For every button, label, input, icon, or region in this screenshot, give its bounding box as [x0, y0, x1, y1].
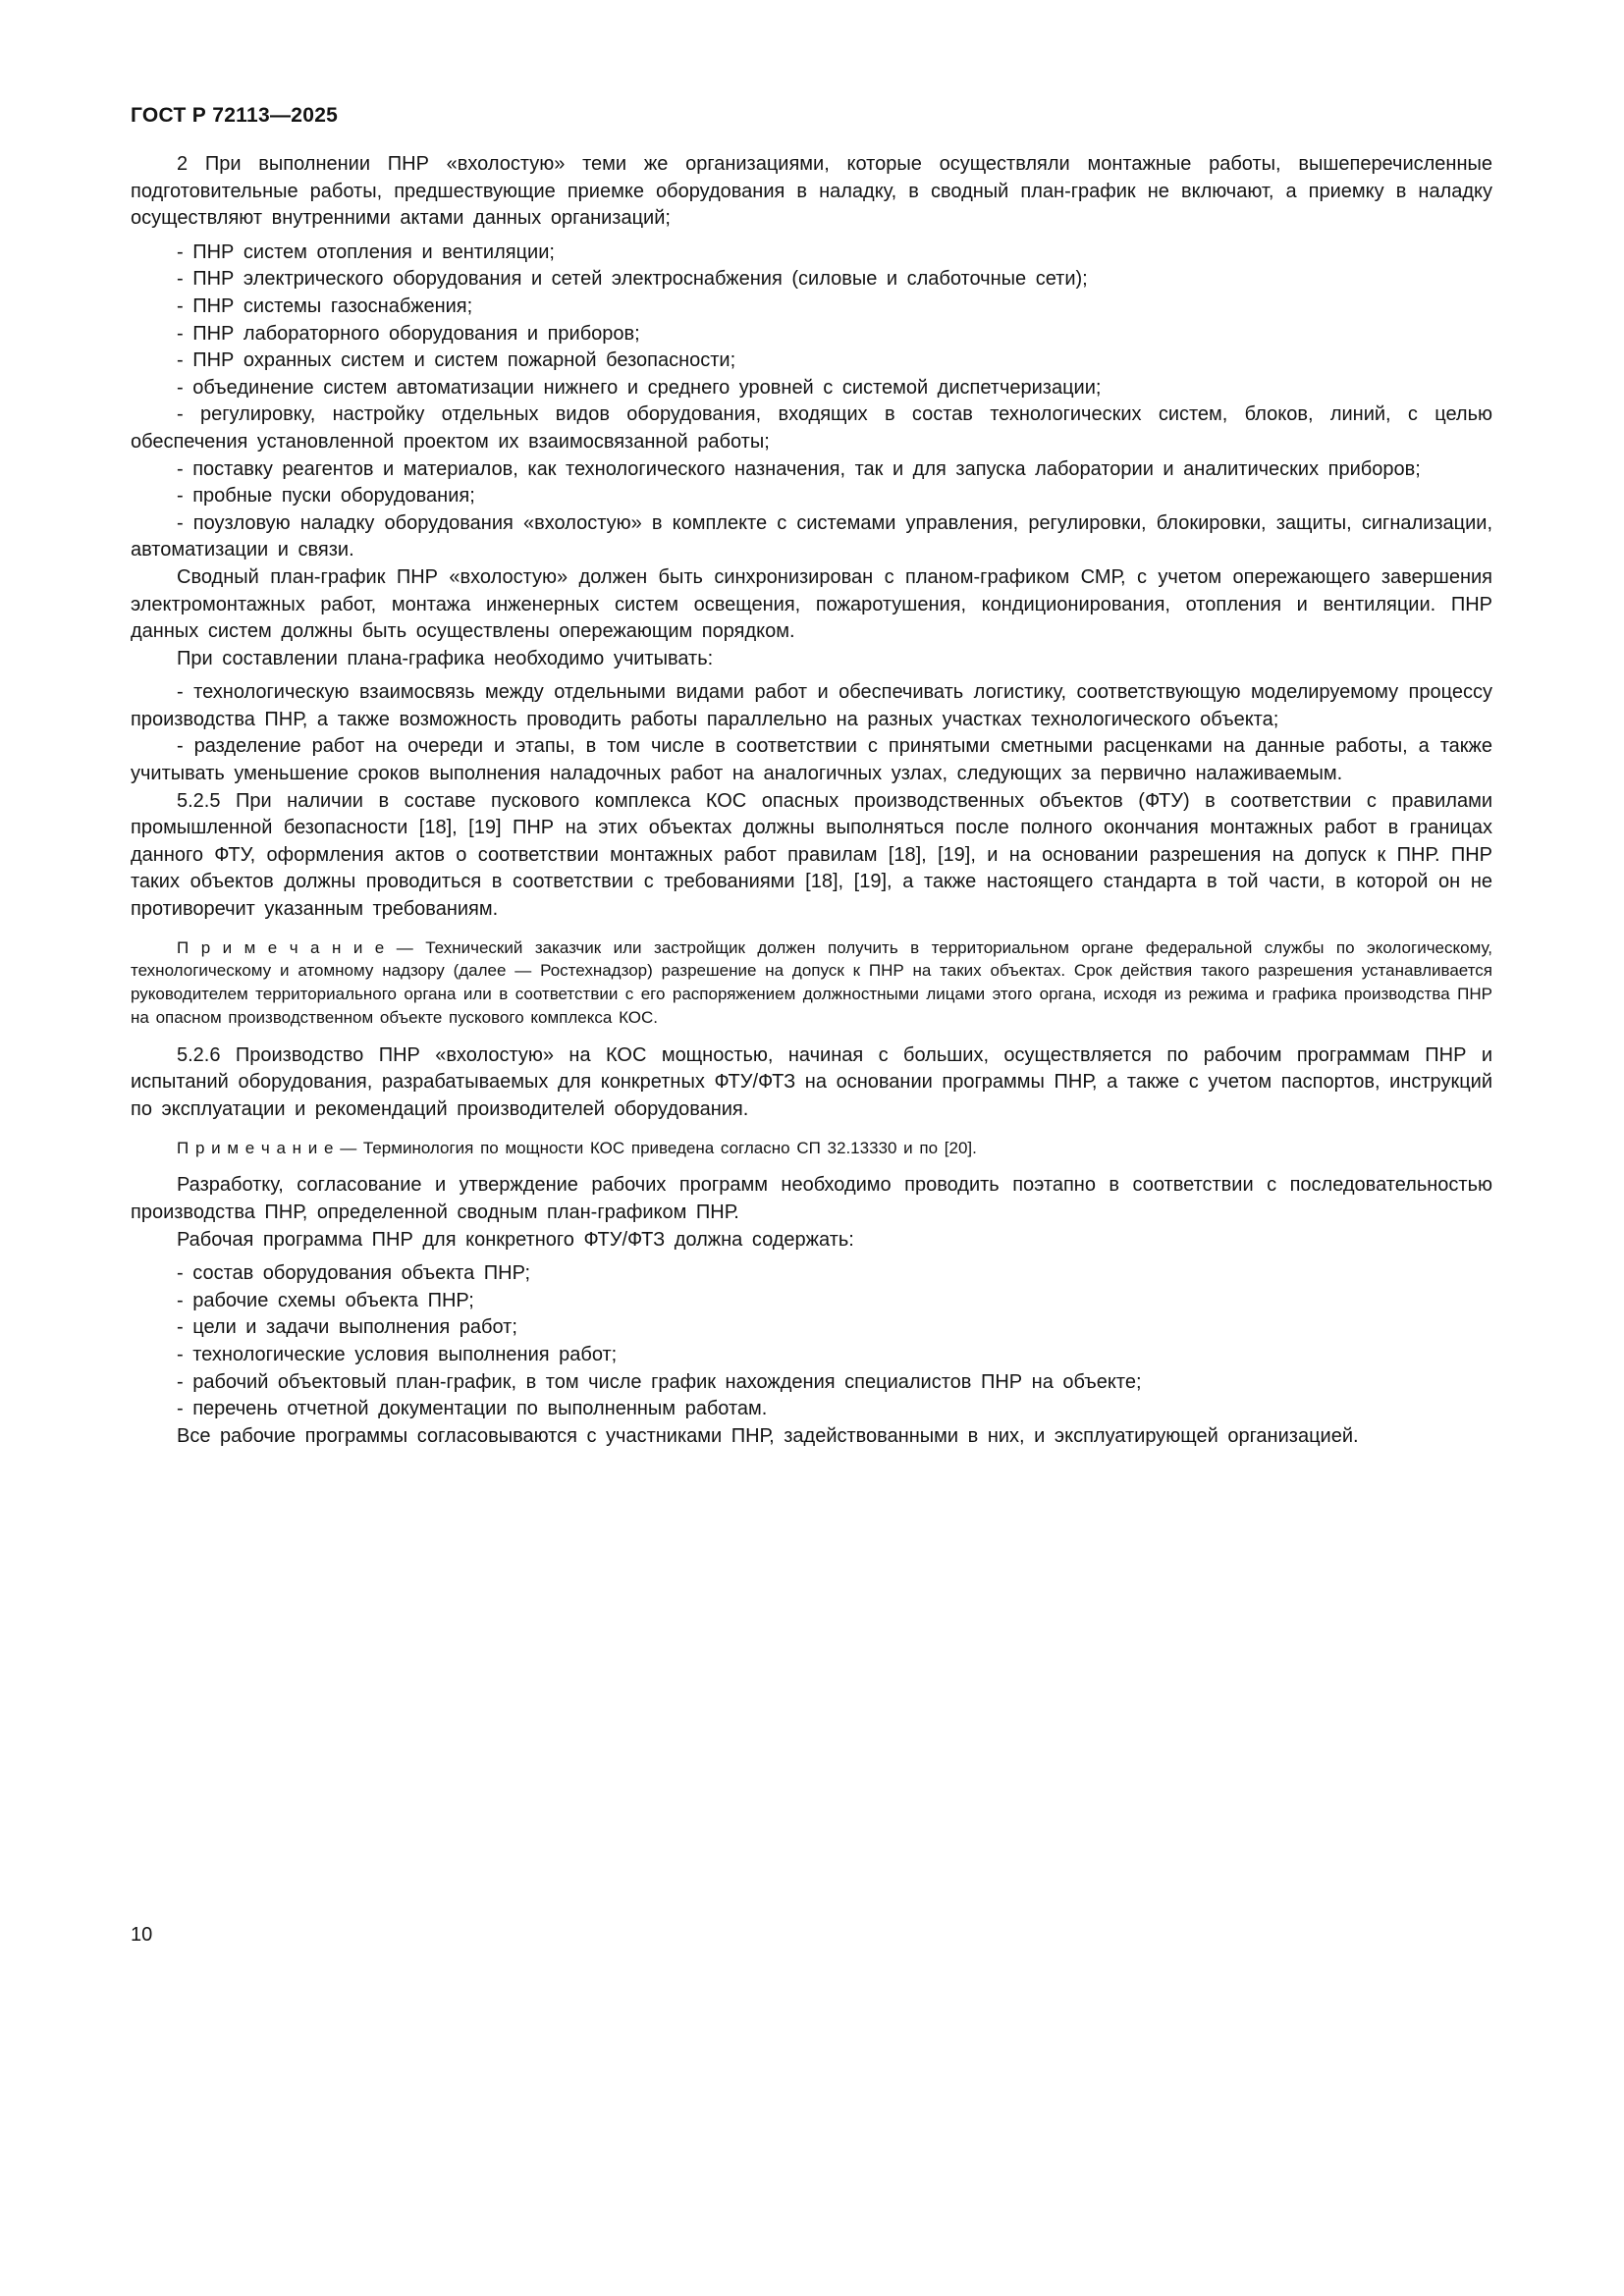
- list-item: - цели и задачи выполнения работ;: [177, 1316, 517, 1339]
- list-item: - технологическую взаимосвязь между отдельными видами работ и обеспечивать логистику, соответствующую моделируемому процессу производства ПНР, а также возможность проводить работы параллельно на разных участках технологического объекта;: [131, 681, 1492, 730]
- list-pnr-systems: [131, 240, 1492, 564]
- list-item: - поузловую наладку оборудования «вхолостую» в комплекте с системами управления, регулировки, блокировки, защиты, сигнализации, автоматизации и связи.: [131, 511, 1492, 561]
- list-item: - технологические условия выполнения работ;: [177, 1343, 618, 1365]
- paragraph-5-2-5: 5.2.5 При наличии в составе пускового комплекса КОС опасных производственных объектов (ФТУ) в соответствии с правилами промышленной безопасности [18], [19] ПНР на этих объектах должны выполняться после полного окончания монтажных работ в границах данного ФТУ, оформления актов о соответствии монтажных работ правилам [18], [19], и на основании разрешения на допуск к ПНР. ПНР таких объектов должны проводиться в соответствии с требованиями [18], [19], а также настоящего стандарта в той части, в которой он не противоречит указанным требованиям.: [131, 789, 1492, 921]
- page-number: 10: [131, 1924, 153, 1946]
- list-plan-grafik-uchityvat: [131, 679, 1492, 787]
- list-item: - пробные пуски оборудования;: [177, 485, 475, 507]
- paragraph-rabochaya-programma-intro: Рабочая программа ПНР для конкретного ФТУ/ФТЗ должна содержать:: [177, 1228, 854, 1251]
- paragraph-item-2: 2 При выполнении ПНР «вхолостую» теми же организациями, которые осуществляли монтажные работы, вышеперечисленные подготовительные работы, предшествующие приемке оборудования в наладку, в сводный план-график не включают, а приемку в наладку осуществляют внутренними актами данных организаций;: [131, 153, 1492, 230]
- list-item: - объединение систем автоматизации нижнего и среднего уровней с системой диспетчеризации;: [177, 376, 1102, 399]
- list-item: - рабочие схемы объекта ПНР;: [177, 1289, 474, 1311]
- standard-designation: ГОСТ Р 72113—2025: [131, 104, 339, 127]
- list-item: - состав оборудования объекта ПНР;: [177, 1262, 531, 1285]
- list-item: - разделение работ на очереди и этапы, в том числе в соответствии с принятыми сметными расценками на данные работы, а также учитывать уменьшение сроков выполнения наладочных работ на аналогичных узлах, следующих за первично налаживаемым.: [131, 735, 1492, 785]
- paragraph-razrabotka-programm: Разработку, согласование и утверждение рабочих программ необходимо проводить поэтапно в соответствии с последовательностью производства ПНР, определенной сводным план-графиком ПНР.: [131, 1174, 1492, 1223]
- paragraph-plan-grafik-intro: При составлении плана-графика необходимо учитывать:: [177, 647, 714, 669]
- list-item: - перечень отчетной документации по выполненным работам.: [177, 1398, 768, 1420]
- document-header: [131, 104, 1492, 128]
- list-item: - ПНР системы газоснабжения;: [177, 294, 473, 317]
- list-rabochaya-programma: [131, 1260, 1492, 1423]
- list-item: - ПНР лабораторного оборудования и приборов;: [177, 322, 640, 345]
- list-item: - рабочий объектовый план-график, в том числе график нахождения специалистов ПНР на объекте;: [177, 1370, 1142, 1393]
- paragraph-5-2-6: 5.2.6 Производство ПНР «вхолостую» на КОС мощностью, начиная с больших, осуществляется по рабочим программам ПНР и испытаний оборудования, разрабатываемых для конкретных ФТУ/ФТЗ на основании программы ПНР, а также с учетом паспортов, инструкций по эксплуатации и рекомендаций производителей оборудования.: [131, 1043, 1492, 1120]
- list-item: - ПНР охранных систем и систем пожарной безопасности;: [177, 349, 736, 372]
- paragraph-soglasovanie-programm: Все рабочие программы согласовываются с участниками ПНР, задействованными в них, и эксплуатирующей организацией.: [177, 1424, 1359, 1447]
- document-body: [131, 151, 1492, 1450]
- list-item: - регулировку, настройку отдельных видов оборудования, входящих в состав технологических систем, блоков, линий, с целью обеспечения установленной проектом их взаимосвязанной работы;: [131, 403, 1492, 453]
- list-item: - ПНР электрического оборудования и сетей электроснабжения (силовые и слаботочные сети);: [177, 268, 1088, 291]
- note-terminologiya: П р и м е ч а н и е — Терминология по мощности КОС приведена согласно СП 32.13330 и по [20].: [177, 1138, 977, 1157]
- list-item: - ПНР систем отопления и вентиляции;: [177, 240, 555, 263]
- note-rostekhnadzor: П р и м е ч а н и е — Технический заказчик или застройщик должен получить в территориальном органе федеральной службы по экологическому, технологическому и атомному надзору (далее — Ростехнадзор) разрешение на допуск к ПНР на таких объектах. Срок действия такого разрешения устанавливается руководителем территориального органа или в соответствии с его распоряжением должностными лицами этого органа, исходя из режима и графика производства ПНР на опасном производственном объекте пускового комплекса КОС.: [131, 937, 1492, 1028]
- paragraph-svodny-plan-grafik: Сводный план-график ПНР «вхолостую» должен быть синхронизирован с планом-графиком СМР, с учетом опережающего завершения электромонтажных работ, монтажа инженерных систем освещения, пожаротушения, кондиционирования, отопления и вентиляции. ПНР данных систем должны быть осуществлены опережающим порядком.: [131, 565, 1492, 643]
- list-item: - поставку реагентов и материалов, как технологического назначения, так и для запуска лаборатории и аналитических приборов;: [177, 457, 1421, 480]
